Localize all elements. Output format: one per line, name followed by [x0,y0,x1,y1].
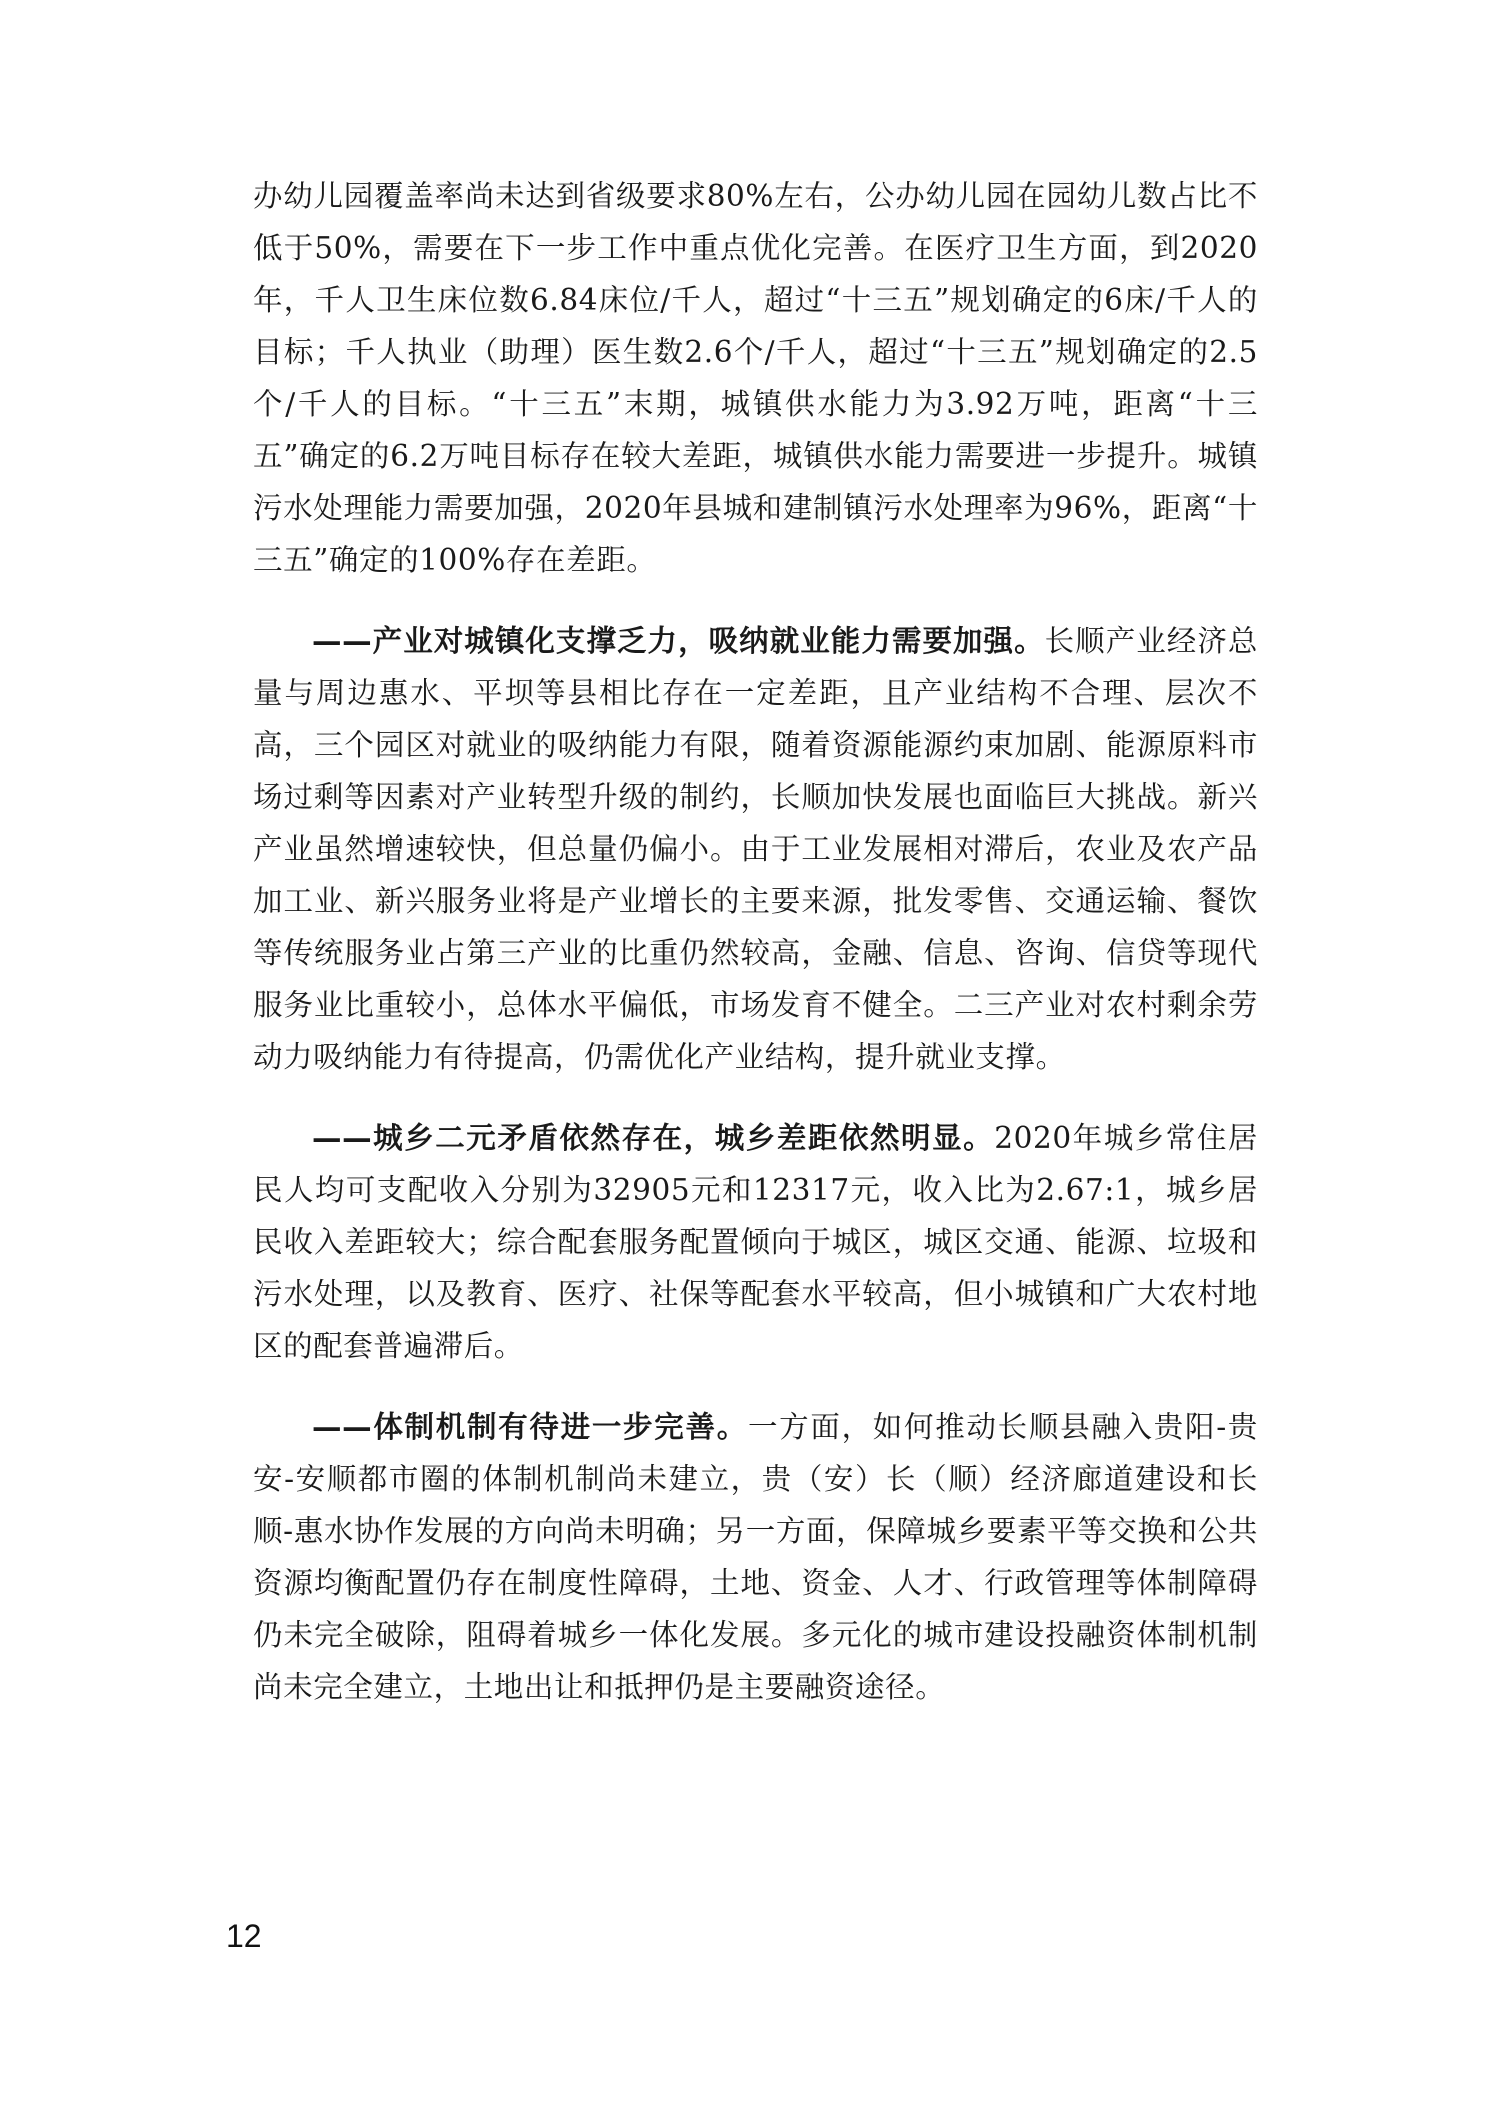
paragraph-heading: ——城乡二元矛盾依然存在，城乡差距依然明显。 [312,1121,995,1155]
paragraph-heading: ——体制机制有待进一步完善。 [312,1410,748,1444]
paragraph-institutional-mechanism [253,1401,1258,1713]
paragraph-industry-support [253,615,1258,1083]
paragraph-text: 2020年城乡常住居民人均可支配收入分别为32905元和12317元，收入比为2.67:1，城乡居民收入差距较大；综合配套服务配置倾向于城区，城区交通、能源、垃圾和污水处理，以及教育、医疗、社保等配套水平较高，但小城镇和广大农村地区的配套普遍滞后。 [253,1121,1259,1363]
paragraph-text: 办幼儿园覆盖率尚未达到省级要求80%左右，公办幼儿园在园幼儿数占比不低于50%，需要在下一步工作中重点优化完善。在医疗卫生方面，到2020年，千人卫生床位数6.84床位/千人，超过“十三五”规划确定的6床/千人的目标；千人执业（助理）医生数2.6个/千人，超过“十三五”规划确定的2.5个/千人的目标。“十三五”末期，城镇供水能力为3.92万吨，距离“十三五”确定的6.2万吨目标存在较大差距，城镇供水能力需要进一步提升。城镇污水处理能力需要加强，2020年县城和建制镇污水处理率为96%，距离“十三五”确定的100%存在差距。 [253,179,1258,577]
paragraph-text: 一方面，如何推动长顺县融入贵阳-贵安-安顺都市圈的体制机制尚未建立，贵（安）长（顺）经济廊道建设和长顺-惠水协作发展的方向尚未明确；另一方面，保障城乡要素平等交换和公共资源均衡配置仍存在制度性障碍，土地、资金、人才、行政管理等体制障碍仍未完全破除，阻碍着城乡一体化发展。多元化的城市建设投融资体制机制尚未完全建立，土地出让和抵押仍是主要融资途径。 [253,1410,1258,1704]
page-number: 12 [226,1918,262,1954]
paragraph-urban-rural-gap [253,1112,1258,1372]
paragraph-public-services [253,170,1258,586]
paragraph-heading: ——产业对城镇化支撑乏力，吸纳就业能力需要加强。 [312,624,1045,658]
paragraph-text: 长顺产业经济总量与周边惠水、平坝等县相比存在一定差距，且产业结构不合理、层次不高，三个园区对就业的吸纳能力有限，随着资源能源约束加剧、能源原料市场过剩等因素对产业转型升级的制约，长顺加快发展也面临巨大挑战。新兴产业虽然增速较快，但总量仍偏小。由于工业发展相对滞后，农业及农产品加工业、新兴服务业将是产业增长的主要来源，批发零售、交通运输、餐饮等传统服务业占第三产业的比重仍然较高，金融、信息、咨询、信贷等现代服务业比重较小，总体水平偏低，市场发育不健全。二三产业对农村剩余劳动力吸纳能力有待提高，仍需优化产业结构，提升就业支撑。 [253,624,1258,1074]
document-body [253,170,1258,1742]
